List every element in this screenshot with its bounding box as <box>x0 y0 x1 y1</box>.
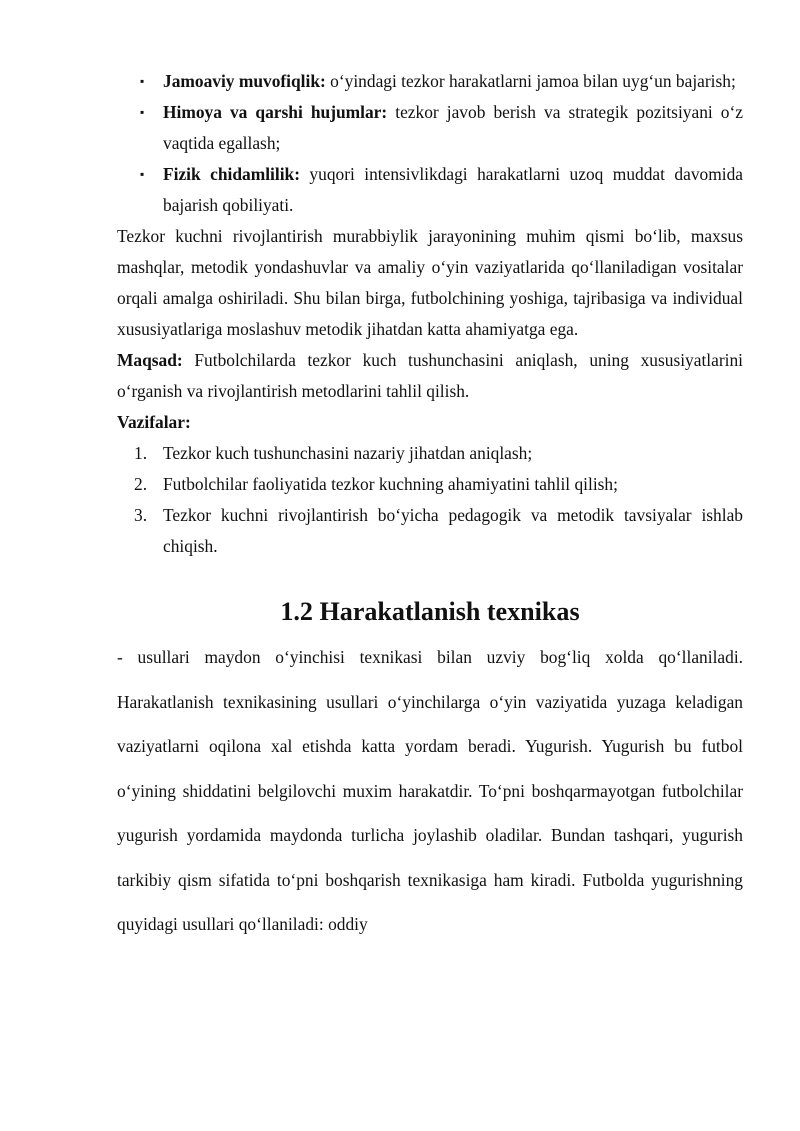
list-item <box>117 438 743 469</box>
list-number: 3. <box>134 505 148 525</box>
bullet-icon: ▪ <box>140 167 145 181</box>
bullet-term: Jamoaviy muvofiqlik: <box>163 71 326 91</box>
list-item <box>117 97 743 159</box>
bullet-list <box>117 66 743 221</box>
tasks-label-text: Vazifalar: <box>117 412 191 432</box>
tasks-label <box>117 407 743 438</box>
goal-paragraph <box>117 345 743 407</box>
tasks-list <box>117 438 743 562</box>
bullet-icon: ▪ <box>140 105 145 119</box>
goal-label: Maqsad: <box>117 350 183 370</box>
goal-text: Futbolchilarda tezkor kuch tushunchasini aniqlash, uning xususiyatlarini o‘rganish va rivojlantirish metodlarini tahlil qilish. <box>117 350 743 401</box>
bullet-text: tezkor javob berish va strategik pozitsiyani o‘z vaqtida egallash; <box>163 102 743 153</box>
task-text: Tezkor kuchni rivojlantirish bo‘yicha pedagogik va metodik tavsiyalar ishlab chiqish. <box>163 505 743 556</box>
task-text: Futbolchilar faoliyatida tezkor kuchning ahamiyatini tahlil qilish; <box>163 474 618 494</box>
bullet-icon: ▪ <box>140 74 145 88</box>
task-text: Tezkor kuch tushunchasini nazariy jihatdan aniqlash; <box>163 443 533 463</box>
document-page <box>117 66 743 947</box>
bullet-text: yuqori intensivlikdagi harakatlarni uzoq muddat davomida bajarish qobiliyati. <box>163 164 743 215</box>
section-heading: 1.2 Harakatlanish texnikas <box>280 597 580 626</box>
list-item <box>117 66 743 97</box>
bullet-term: Himoya va qarshi hujumlar: <box>163 102 388 122</box>
bullet-text: o‘yindagi tezkor harakatlarni jamoa bilan uyg‘un bajarish; <box>325 71 736 91</box>
list-number: 2. <box>134 474 148 494</box>
list-item <box>117 469 743 500</box>
paragraph-coaching: Tezkor kuchni rivojlantirish murabbiylik jarayonining muhim qismi bo‘lib, maxsus mashqlar, metodik yondashuvlar va amaliy o‘yin vaziyatlarida qo‘llaniladigan vositalar orqali amalga oshiriladi. Shu bilan birga, futbolchining yoshiga, tajribasiga va individual xususiyatlariga moslashuv metodik jihatdan katta ahamiyatga ega. <box>117 226 743 339</box>
list-item <box>117 500 743 562</box>
bullet-term: Fizik chidamlilik: <box>163 164 300 184</box>
paragraph-movement-technique: - usullari maydon o‘yinchisi texnikasi bilan uzviy bog‘liq xolda qo‘llaniladi. Harakatlanish texnikasining usullari o‘yinchilarga o‘yin vaziyatida yuzaga keladigan vaziyatlarni oqilona xal etishda katta yordam beradi. Yugurish. Yugurish bu futbol o‘yining shiddatini belgilovchi muxim harakatdir. To‘pni boshqarmayotgan futbolchilar yugurish yordamida maydonda turlicha joylashib oladilar. Bundan tashqari, yugurish tarkibiy qism sifatida to‘pni boshqarish texnikasiga ham kiradi. Futbolda yugurishning quyidagi usullari qo‘llaniladi: oddiy <box>117 647 743 934</box>
list-item <box>117 159 743 221</box>
list-number: 1. <box>134 443 148 463</box>
